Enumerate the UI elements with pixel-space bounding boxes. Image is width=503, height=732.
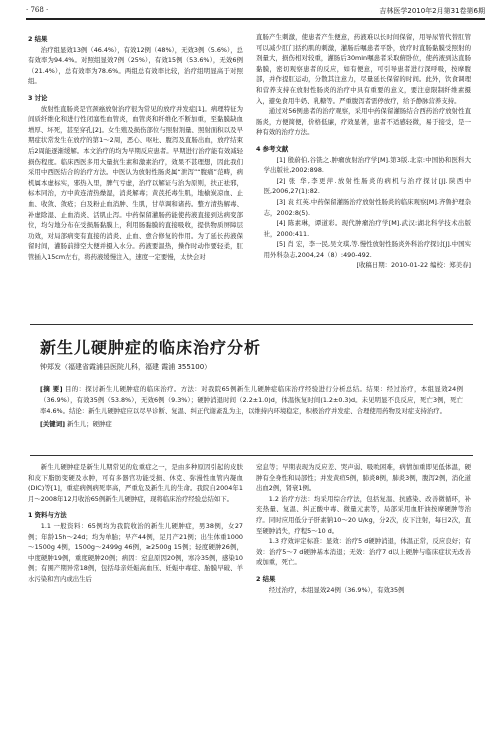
methods-heading: 1 资料与方法: [28, 511, 67, 520]
reference-item: [4] 陈素琳，谭道彩。现代肿瘤治疗学[M].武汉:湖北科学技术出版社，2000:411.: [263, 219, 471, 238]
abstract-block: [40, 384, 463, 430]
article-title: 新生儿硬肿症的临床治疗分析: [40, 338, 262, 357]
results-paragraph: 治疗组显效13例（46.4%），有效12例（48%），无效3例（5.6%），总有效率为94.4%。对照组显效7例（25%），有效15例（53.6%），无效6例（21.4%），总有效率为78.6%。两组总有效率比较，治疗组明显高于对照组。: [28, 45, 243, 86]
intro-paragraph: 新生儿硬肿症是新生儿期常见的危重症之一，是由多种原因引起的皮肤和皮下脂肪变硬及水肿，可有多器官功能受损、休克、弥漫性血管内凝血(DIC)等[1]，重症病例病死率高，严重危及新生儿的生命。我院自2004年1月～2008年12月收治65例新生儿硬肿症，现将临床治疗经验总结如下。: [28, 463, 243, 503]
reference-item: [5] 肖 宏，李一民,吴文琪,等.慢性放射性肠炎外科治疗探讨[J].中国实用外科杂志,2004,24（8）:490-492.: [263, 240, 471, 259]
discussion-continued: 直肠产生刺激，使患者产生便意，药液难以长时间保留，用导尿管代替肛管可以减少肛门括约肌的刺激，灌肠后嘱患者平卧，放疗时直肠黏膜受照射的剂量大，损伤相对较重，灌肠后30min嘱患者采取俯卧位，使药液到达直肠黏膜，密切观察患者的反应，如有便意，可引导患者进行深呼吸，按摩腹部，并作提肛运动，分散其注意力，尽量延长保留的时间。此外，饮食调理和营养支持在放射性肠炎的治疗中具有重要的意义，要注意限制纤维素摄入，避免食用牛奶、乳糖等。严重腹泻者需停放疗，给予静脉营养支持。: [256, 33, 471, 105]
article-authors: 钟郑发（福建省霞浦县医院儿科，福建 霞浦 355100）: [40, 363, 212, 371]
discussion-paragraph: 放射性直肠炎是宫颈癌放射治疗很为常见的放疗并发症[1]。病理特征为间质纤维化和进行性闭塞性血管炎，血管炎和纤维化不断加重，至黏膜缺血增厚、坏死，甚至穿孔[2]。女生殖及损伤部位与照射剂量、照射面积以及早期症状常发生在放疗的第1～2周，恶心、呕吐、腹泻及直肠出血，放疗结束后2周能逐渐缓解。本文治疗的均为早期反应患者。早期进行治疗能有效减轻损伤程度。临床西医多用大量抗生素和激素治疗，效果不甚理想，因此我们采用中西医结合的治疗方法。中医认为放射性肠炎属“泄泻”“腹痛”范畴，病机属本虚标实，邪热入里，脾气亏虚，治疗以解证与治为原则，扶正祛邪，标本同治，方中黄连清热燥湿，消炎解毒；黄芪托毒生肌，地榆炭凉血、止血、收敛、敛疮；白及粉止血消肿、生肌，甘草调和诸药。整方清热解毒、补虚除湿、止血消炎、活肌止泻。中药保留灌肠药能使药液直接到达病变部位，均匀地分布在受损肠黏膜上，利用肠黏膜的直接吸收，提供物质屏障层功效，对局部病变有直接的消炎、止血、愈合修复的作用。为了延长药液保留时间，灌肠前排空大便并摄入水分。药液要温热，操作时动作要轻柔，肛管插入15cm左右，将药液缓慢注入，速度一定要慢，太快会对: [28, 104, 243, 261]
prev-article-left-column: [28, 32, 243, 262]
journal-name: 吉林医学2010年2月第31卷第6期: [379, 7, 485, 15]
treatment-paragraph: 1.2 治疗方法：均采用综合疗法，包括复温、抗感染、改善微循环，补充热量、复温、纠正酸中毒、微量元素等，局部采用血肝油按摩硬肿等治疗。同时应用低分子肝素钠10～20 U/kg，分2次，皮下注射，每日2次，直至硬肿消失，疗程5～10 d。: [256, 494, 471, 535]
abstract-text: 目的：探讨新生儿硬肿症的临床治疗。方法：对我院65例新生儿硬肿症临床治疗经验进行分析总结。结果：经过治疗，本组显效24例（36.9%），有效35例（53.8%），无效6例（9.3%）；硬肿消退时间（2.2±1.0)d，体温恢复时间(1.2±0.3)d。未见明显不良反应，死亡3例，死亡率4.6%。结论：新生儿硬肿症应以尽早诊断、复温、纠正代谢紊乱为主，以维持内环境稳定，积极治疗并发症、合理使用药物及对症支持治疗。: [40, 385, 463, 415]
keywords-text: 新生儿；硬肿症: [67, 420, 112, 429]
reference-item: [1] 殷蔚伯,谷铣之.肿瘤放射治疗学[M].第3版.北京:中国协和医科大学出版社,2002:898.: [263, 155, 471, 175]
keywords-label: [关键词]: [40, 420, 66, 429]
page-header: [26, 6, 485, 20]
discussion-heading: 3 讨论: [28, 93, 48, 102]
criteria-paragraph: 1.3 疗效评定标准：显效：治疗5 d硬肿消退，体温正常，反应良好；有效：治疗5～7 d硬肿基本消退；无效：治疗7 d以上硬肿与临床症状无改善或加重，死亡。: [256, 537, 471, 567]
summary-paragraph: 通过对56例患者的治疗观察，采用中药保留灌肠结合西药治疗放射性直肠炎，方便简便，价格低廉，疗效显著，患者不适感轻微，易于接受，是一种有效的治疗方法。: [256, 107, 471, 137]
article-left-column: [28, 462, 243, 585]
reference-item: [3] 袁 红英.中药保留灌肠治疗放射性肠炎的临床观察[M].齐鲁护理杂志，2002:8(5).: [263, 197, 471, 217]
results-heading: 2 结果: [28, 35, 48, 43]
reference-item: [2] 张 华,李更萍.放射性肠炎的病机与治疗探讨[J].陕西中医,2006,27(1):82.: [263, 176, 471, 196]
data-continued: 窒息等；早期表现为反应差、哭声弱、吸吮困难，病情加重即见低体温，硬肿有全身性和局部性；并发黄疸5例，肺炎8例，肺炎3例，腹泻2例，消化道出血2例，肾衰1例。: [256, 463, 471, 493]
article-right-column: [256, 462, 471, 595]
article-results-heading: 2 结果: [256, 574, 276, 583]
references-heading: 4 参考文献: [256, 144, 289, 153]
received-date: [收稿日期：2010-01-22 编校：郑美春]: [356, 261, 471, 270]
article-results-paragraph: 经过治疗，本组显效24例（36.9%），有效35例: [268, 585, 405, 594]
abstract-separator: [30, 455, 473, 456]
prev-article-right-column: [256, 32, 471, 271]
article-separator: [30, 324, 473, 325]
general-data-paragraph: 1.1 一般资料：65例均为我院收治的新生儿硬肿症，男38例，女27例；年龄15h～24d；均为单胎；早产44例，足月产21例；出生体重1000～1500g 4例，1500g～2499g 46例，≥2500g 15例；轻度硬肿26例，中度硬肿19例，重度硬肿20例；病因：窒息原因20例，寒冷35例，感染10例；有围产期异常18例，包括母亲妊娠高血压、妊娠中毒症、胎膜早破、羊水污染和宫内或出生后: [28, 521, 243, 583]
page-number: · 768 ·: [26, 6, 49, 14]
abstract-label: [摘 要]: [40, 385, 63, 393]
